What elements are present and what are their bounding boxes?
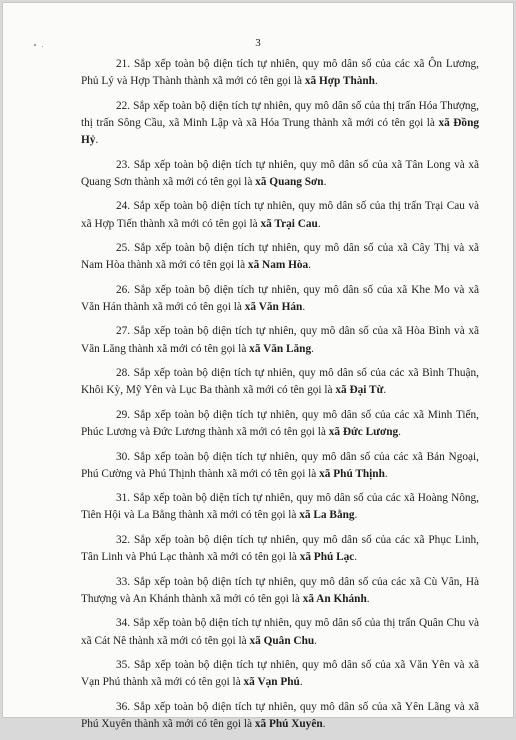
list-item <box>81 699 479 733</box>
item-end: . <box>311 342 314 355</box>
item-text: 31. Sắp xếp toàn bộ diện tích tự nhiên, quy mô dân số của các xã Hoàng Nông, Tiên Hội và La Bằng thành xã mới có tên gọi là <box>81 492 479 522</box>
item-text: 27. Sắp xếp toàn bộ diện tích tự nhiên, quy mô dân số của xã Hòa Bình và xã Văn Lăng thành xã mới có tên gọi là <box>81 325 479 355</box>
item-end: . <box>354 509 358 522</box>
item-text: 36. Sắp xếp toàn bộ diện tích tự nhiên, quy mô dân số của xã Yên Lãng và xã Phú Xuyên thành xã mới có tên gọi là <box>81 700 479 730</box>
item-end: . <box>374 75 378 88</box>
item-end: . <box>398 426 401 439</box>
item-text: 32. Sắp xếp toàn bộ diện tích tự nhiên, quy mô dân số của các xã Phục Linh, Tân Linh và Phú Lạc thành xã mới có tên gọi là <box>81 533 479 564</box>
commune-name: xã Đại Từ <box>335 384 384 397</box>
list-item <box>81 157 479 191</box>
commune-name: xã Văn Hán <box>244 300 303 313</box>
item-end: . <box>322 717 326 730</box>
page-number: 3 <box>255 37 261 49</box>
commune-name: xã An Khánh <box>302 592 367 605</box>
item-end: . <box>302 300 306 313</box>
commune-name: xã Quang Sơn <box>255 175 324 188</box>
item-end: . <box>314 634 317 647</box>
commune-name: xã Phú Xuyên <box>254 717 323 730</box>
list-item <box>81 574 479 608</box>
commune-name: xã La Bằng <box>299 509 355 522</box>
item-text: 28. Sắp xếp toàn bộ diện tích tự nhiên, quy mô dân số của các xã Bình Thuận, Khôi Kỳ, Mỹ Yên và Lục Ba thành xã mới có tên gọi là <box>81 367 479 397</box>
item-text: 26. Sắp xếp toàn bộ diện tích tự nhiên, quy mô dân số của xã Khe Mo và xã Văn Hán thành xã mới có tên gọi là <box>81 283 479 313</box>
list-item <box>81 365 479 399</box>
item-text: 23. Sắp xếp toàn bộ diện tích tự nhiên, quy mô dân số của xã Tân Long và xã Quang Sơn thành xã mới có tên gọi là <box>81 158 479 188</box>
item-text: 33. Sắp xếp toàn bộ diện tích tự nhiên, quy mô dân số của các xã Cù Vân, Hà Thượng và An Khánh thành xã mới có tên gọi là <box>81 575 479 605</box>
list-item <box>81 56 479 90</box>
item-text: 29. Sắp xếp toàn bộ diện tích tự nhiên, quy mô dân số của các xã Minh Tiến, Phúc Lương và Đức Lương thành xã mới có tên gọi là <box>81 408 479 439</box>
commune-name: xã Đồng Hỷ <box>81 116 479 147</box>
document-page <box>2 2 514 730</box>
item-text: 30. Sắp xếp toàn bộ diện tích tự nhiên, quy mô dân số của các xã Bản Ngoại, Phú Cường và Phú Thịnh thành xã mới có tên gọi là <box>81 450 479 480</box>
commune-name: xã Quân Chu <box>249 634 315 647</box>
item-text: 35. Sắp xếp toàn bộ diện tích tự nhiên, quy mô dân số của xã Văn Yên và xã Vạn Phú thành xã mới có tên gọi là <box>81 659 479 689</box>
item-end: . <box>354 551 358 564</box>
list-item <box>81 198 479 232</box>
commune-name: xã Phú Lạc <box>299 551 355 564</box>
item-end: . <box>323 175 327 188</box>
list-item <box>81 407 479 441</box>
item-text: 34. Sắp xếp toàn bộ diện tích tự nhiên, quy mô dân số của thị trấn Quân Chu và xã Cát Nê thành xã mới có tên gọi là <box>81 617 479 647</box>
list-item <box>81 282 479 316</box>
item-end: . <box>317 217 321 230</box>
list-item <box>81 323 479 357</box>
item-end: . <box>383 384 387 397</box>
item-end: . <box>384 467 388 480</box>
item-text: 22. Sắp xếp toàn bộ diện tích tự nhiên, quy mô dân số của thị trấn Hóa Thượng, thị trấn Sông Cầu, xã Minh Lập và xã Hóa Trung thành xã mới có tên gọi là <box>81 99 479 129</box>
commune-name: xã Phú Thịnh <box>319 467 385 480</box>
item-text: 21. Sắp xếp toàn bộ diện tích tự nhiên, quy mô dân số của các xã Ôn Lương, Phủ Lý và Hợp Thành thành xã mới có tên gọi là <box>81 58 479 88</box>
list-item <box>81 532 479 566</box>
list-item <box>81 490 479 524</box>
list-item <box>81 240 479 274</box>
list-item <box>81 657 479 691</box>
item-text: 25. Sắp xếp toàn bộ diện tích tự nhiên, quy mô dân số của xã Cây Thị và xã Nam Hòa thành xã mới có tên gọi là <box>81 242 479 272</box>
commune-name: xã Vạn Phú <box>243 676 300 689</box>
item-text: 24. Sắp xếp toàn bộ diện tích tự nhiên, quy mô dân số của thị trấn Trại Cau và xã Hợp Tiến thành xã mới có tên gọi là <box>81 200 479 230</box>
commune-name: xã Hợp Thành <box>304 75 375 88</box>
item-end: . <box>308 259 311 272</box>
list-item <box>81 98 479 150</box>
commune-name: xã Đức Lương <box>328 426 399 439</box>
item-end: . <box>299 676 303 689</box>
commune-name: xã Văn Lăng <box>249 342 312 355</box>
list-item <box>81 615 479 649</box>
list-item <box>81 449 479 483</box>
item-end: . <box>95 134 99 147</box>
item-end: . <box>366 592 370 605</box>
commune-name: xã Trại Cau <box>260 217 318 230</box>
document-body <box>81 56 479 740</box>
commune-name: xã Nam Hòa <box>247 259 309 272</box>
